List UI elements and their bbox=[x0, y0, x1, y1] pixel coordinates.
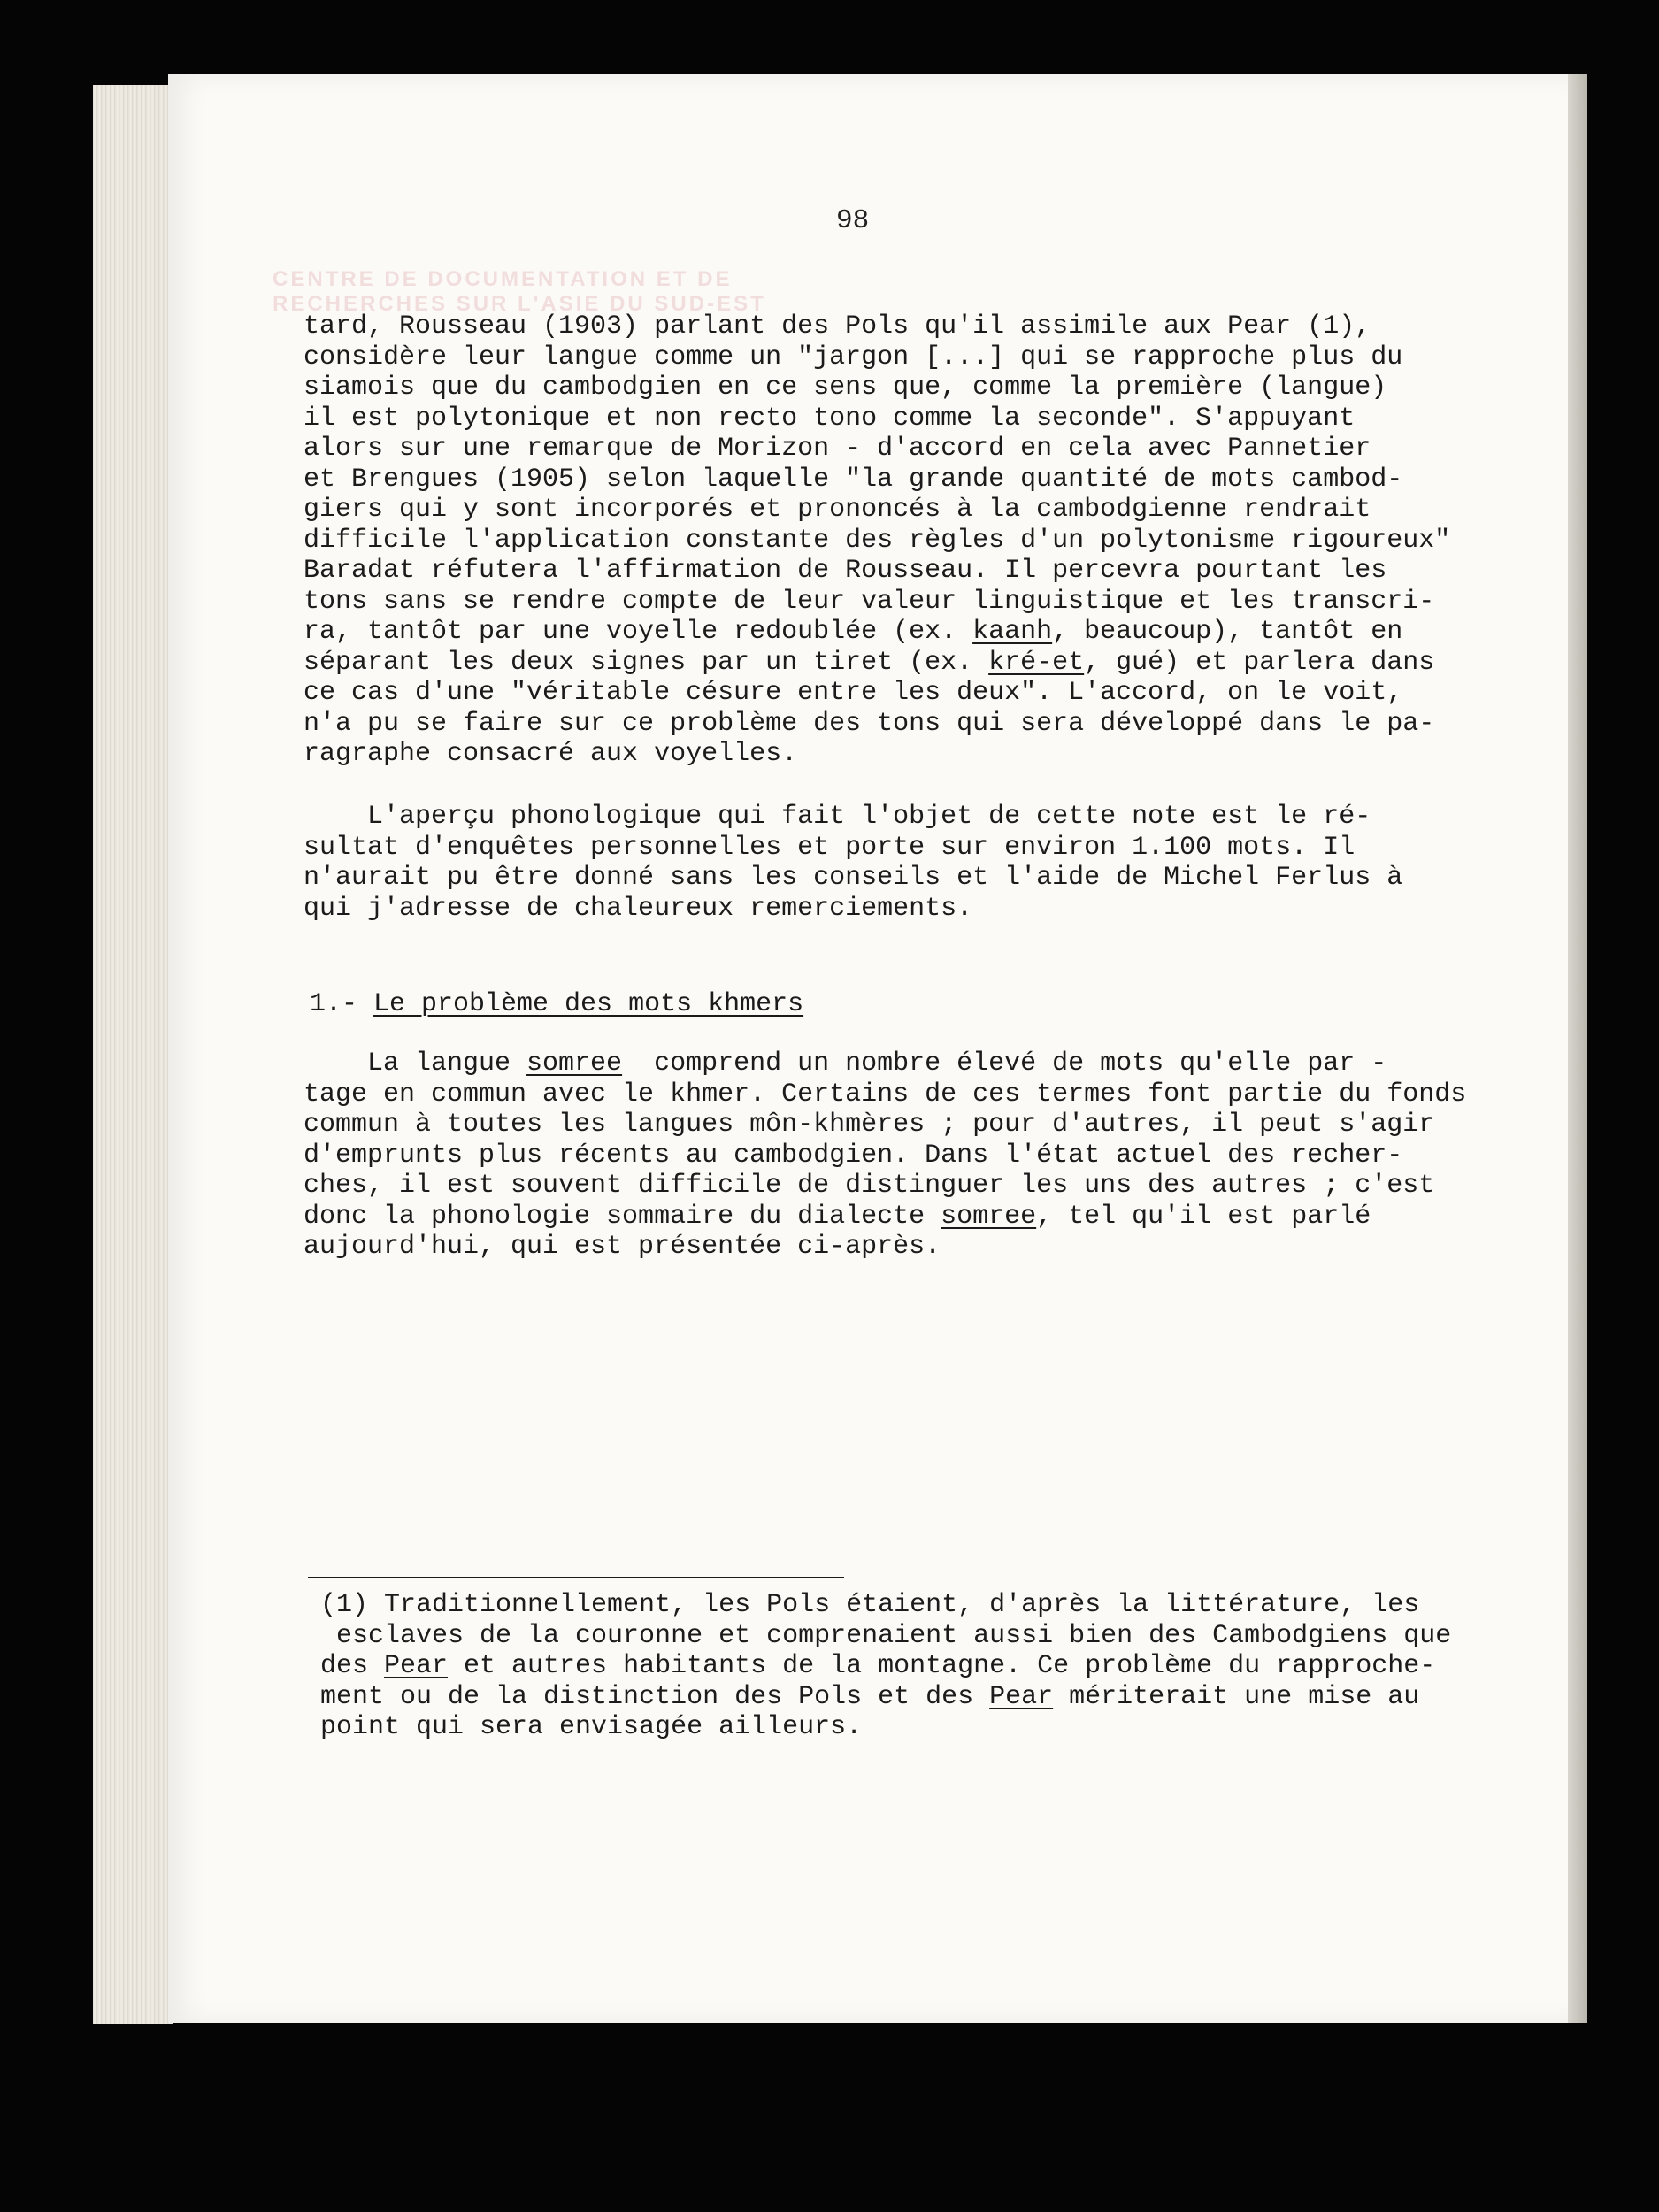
paragraph-1-line: difficile l'application constante des règles d'un polytonisme rigoureux" bbox=[303, 525, 1451, 556]
underlined-term: kaanh bbox=[972, 617, 1053, 647]
paragraph-1 bbox=[303, 311, 1454, 770]
underlined-term: Pear bbox=[384, 1651, 449, 1681]
paragraph-2-line: qui j'adresse de chaleureux remerciements. bbox=[303, 893, 973, 924]
footnote-line: des Pear et autres habitants de la montagne. Ce problème du rapproche- bbox=[320, 1651, 1436, 1681]
paragraph-1-line: n'a pu se faire sur ce problème des tons qui sera développé dans le pa- bbox=[303, 708, 1435, 739]
paragraph-3-line: tage en commun avec le khmer. Certains de ces termes font partie du fonds bbox=[303, 1079, 1467, 1110]
paragraph-1-line: il est polytonique et non recto tono comme la seconde". S'appuyant bbox=[303, 403, 1356, 434]
footnote-line: (1) Traditionnellement, les Pols étaient, d'après la littérature, les bbox=[320, 1590, 1420, 1620]
book-page-edges bbox=[93, 85, 173, 2024]
paragraph-3-line: d'emprunts plus récents au cambodgien. Dans l'état actuel des recher- bbox=[303, 1140, 1403, 1171]
footnote-line: point qui sera envisagée ailleurs. bbox=[320, 1712, 863, 1742]
paragraph-2-line: L'aperçu phonologique qui fait l'objet de cette note est le ré- bbox=[303, 802, 1371, 832]
paragraph-3-line: aujourd'hui, qui est présentée ci-après. bbox=[303, 1232, 941, 1262]
underlined-term: kré-et bbox=[988, 647, 1085, 678]
paragraph-2-line: sultat d'enquêtes personnelles et porte sur environ 1.100 mots. Il bbox=[303, 832, 1356, 863]
page-number: 98 bbox=[836, 205, 870, 236]
paragraph-1-line: Baradat réfutera l'affirmation de Rousseau. Il percevra pourtant les bbox=[303, 556, 1387, 586]
paragraph-1-line: tard, Rousseau (1903) parlant des Pols qu'il assimile aux Pear (1), bbox=[303, 311, 1371, 342]
paragraph-1-line: alors sur une remarque de Morizon - d'accord en cela avec Pannetier bbox=[303, 434, 1371, 464]
paragraph-1-line: ra, tantôt par une voyelle redoublée (ex. kaanh, beaucoup), tantôt en bbox=[303, 617, 1403, 647]
underlined-term: somree bbox=[941, 1201, 1037, 1232]
footnote-rule bbox=[308, 1577, 844, 1578]
paragraph-3 bbox=[303, 1048, 1467, 1263]
underlined-term: somree bbox=[526, 1048, 623, 1079]
stamp-bleed-line-1: CENTRE DE DOCUMENTATION ET DE bbox=[273, 267, 733, 291]
underlined-term: Pear bbox=[989, 1681, 1054, 1712]
paragraph-1-line: ragraphe consacré aux voyelles. bbox=[303, 739, 798, 769]
footnote-line: ment ou de la distinction des Pols et des Pear mériterait une mise au bbox=[320, 1681, 1420, 1712]
stamp-bleed-line-2: RECHERCHES SUR L'ASIE DU SUD-EST bbox=[273, 292, 766, 316]
paragraph-2 bbox=[303, 802, 1454, 924]
section-heading bbox=[310, 989, 803, 1019]
paragraph-1-line: ce cas d'une "véritable césure entre les deux". L'accord, on le voit, bbox=[303, 678, 1403, 708]
paragraph-3-line: commun à toutes les langues môn-khmères ; pour d'autres, il peut s'agir bbox=[303, 1110, 1435, 1140]
page-right-edge bbox=[1568, 74, 1587, 2023]
paragraph-1-line: tons sans se rendre compte de leur valeur linguistique et les transcri- bbox=[303, 586, 1435, 617]
section-number: 1.- bbox=[310, 989, 374, 1019]
paragraph-3-line: ches, il est souvent difficile de distinguer les uns des autres ; c'est bbox=[303, 1171, 1435, 1201]
paragraph-1-line: siamois que du cambodgien en ce sens que, comme la première (langue) bbox=[303, 373, 1387, 403]
footnote-line: esclaves de la couronne et comprenaient aussi bien des Cambodgiens que bbox=[320, 1620, 1452, 1651]
paragraph-3-line: La langue somree comprend un nombre élevé de mots qu'elle par - bbox=[303, 1048, 1387, 1079]
section-title: Le problème des mots khmers bbox=[373, 989, 804, 1019]
paragraph-1-line: séparant les deux signes par un tiret (ex. kré-et, gué) et parlera dans bbox=[303, 647, 1435, 678]
footnote bbox=[320, 1590, 1471, 1743]
paragraph-1-line: giers qui y sont incorporés et prononcés à la cambodgienne rendrait bbox=[303, 495, 1371, 525]
paragraph-1-line: considère leur langue comme un "jargon [...] qui se rapproche plus du bbox=[303, 342, 1403, 373]
paragraph-2-line: n'aurait pu être donné sans les conseils et l'aide de Michel Ferlus à bbox=[303, 863, 1403, 893]
paragraph-3-line: donc la phonologie sommaire du dialecte somree, tel qu'il est parlé bbox=[303, 1201, 1371, 1232]
paragraph-1-line: et Brengues (1905) selon laquelle "la grande quantité de mots cambod- bbox=[303, 464, 1403, 495]
